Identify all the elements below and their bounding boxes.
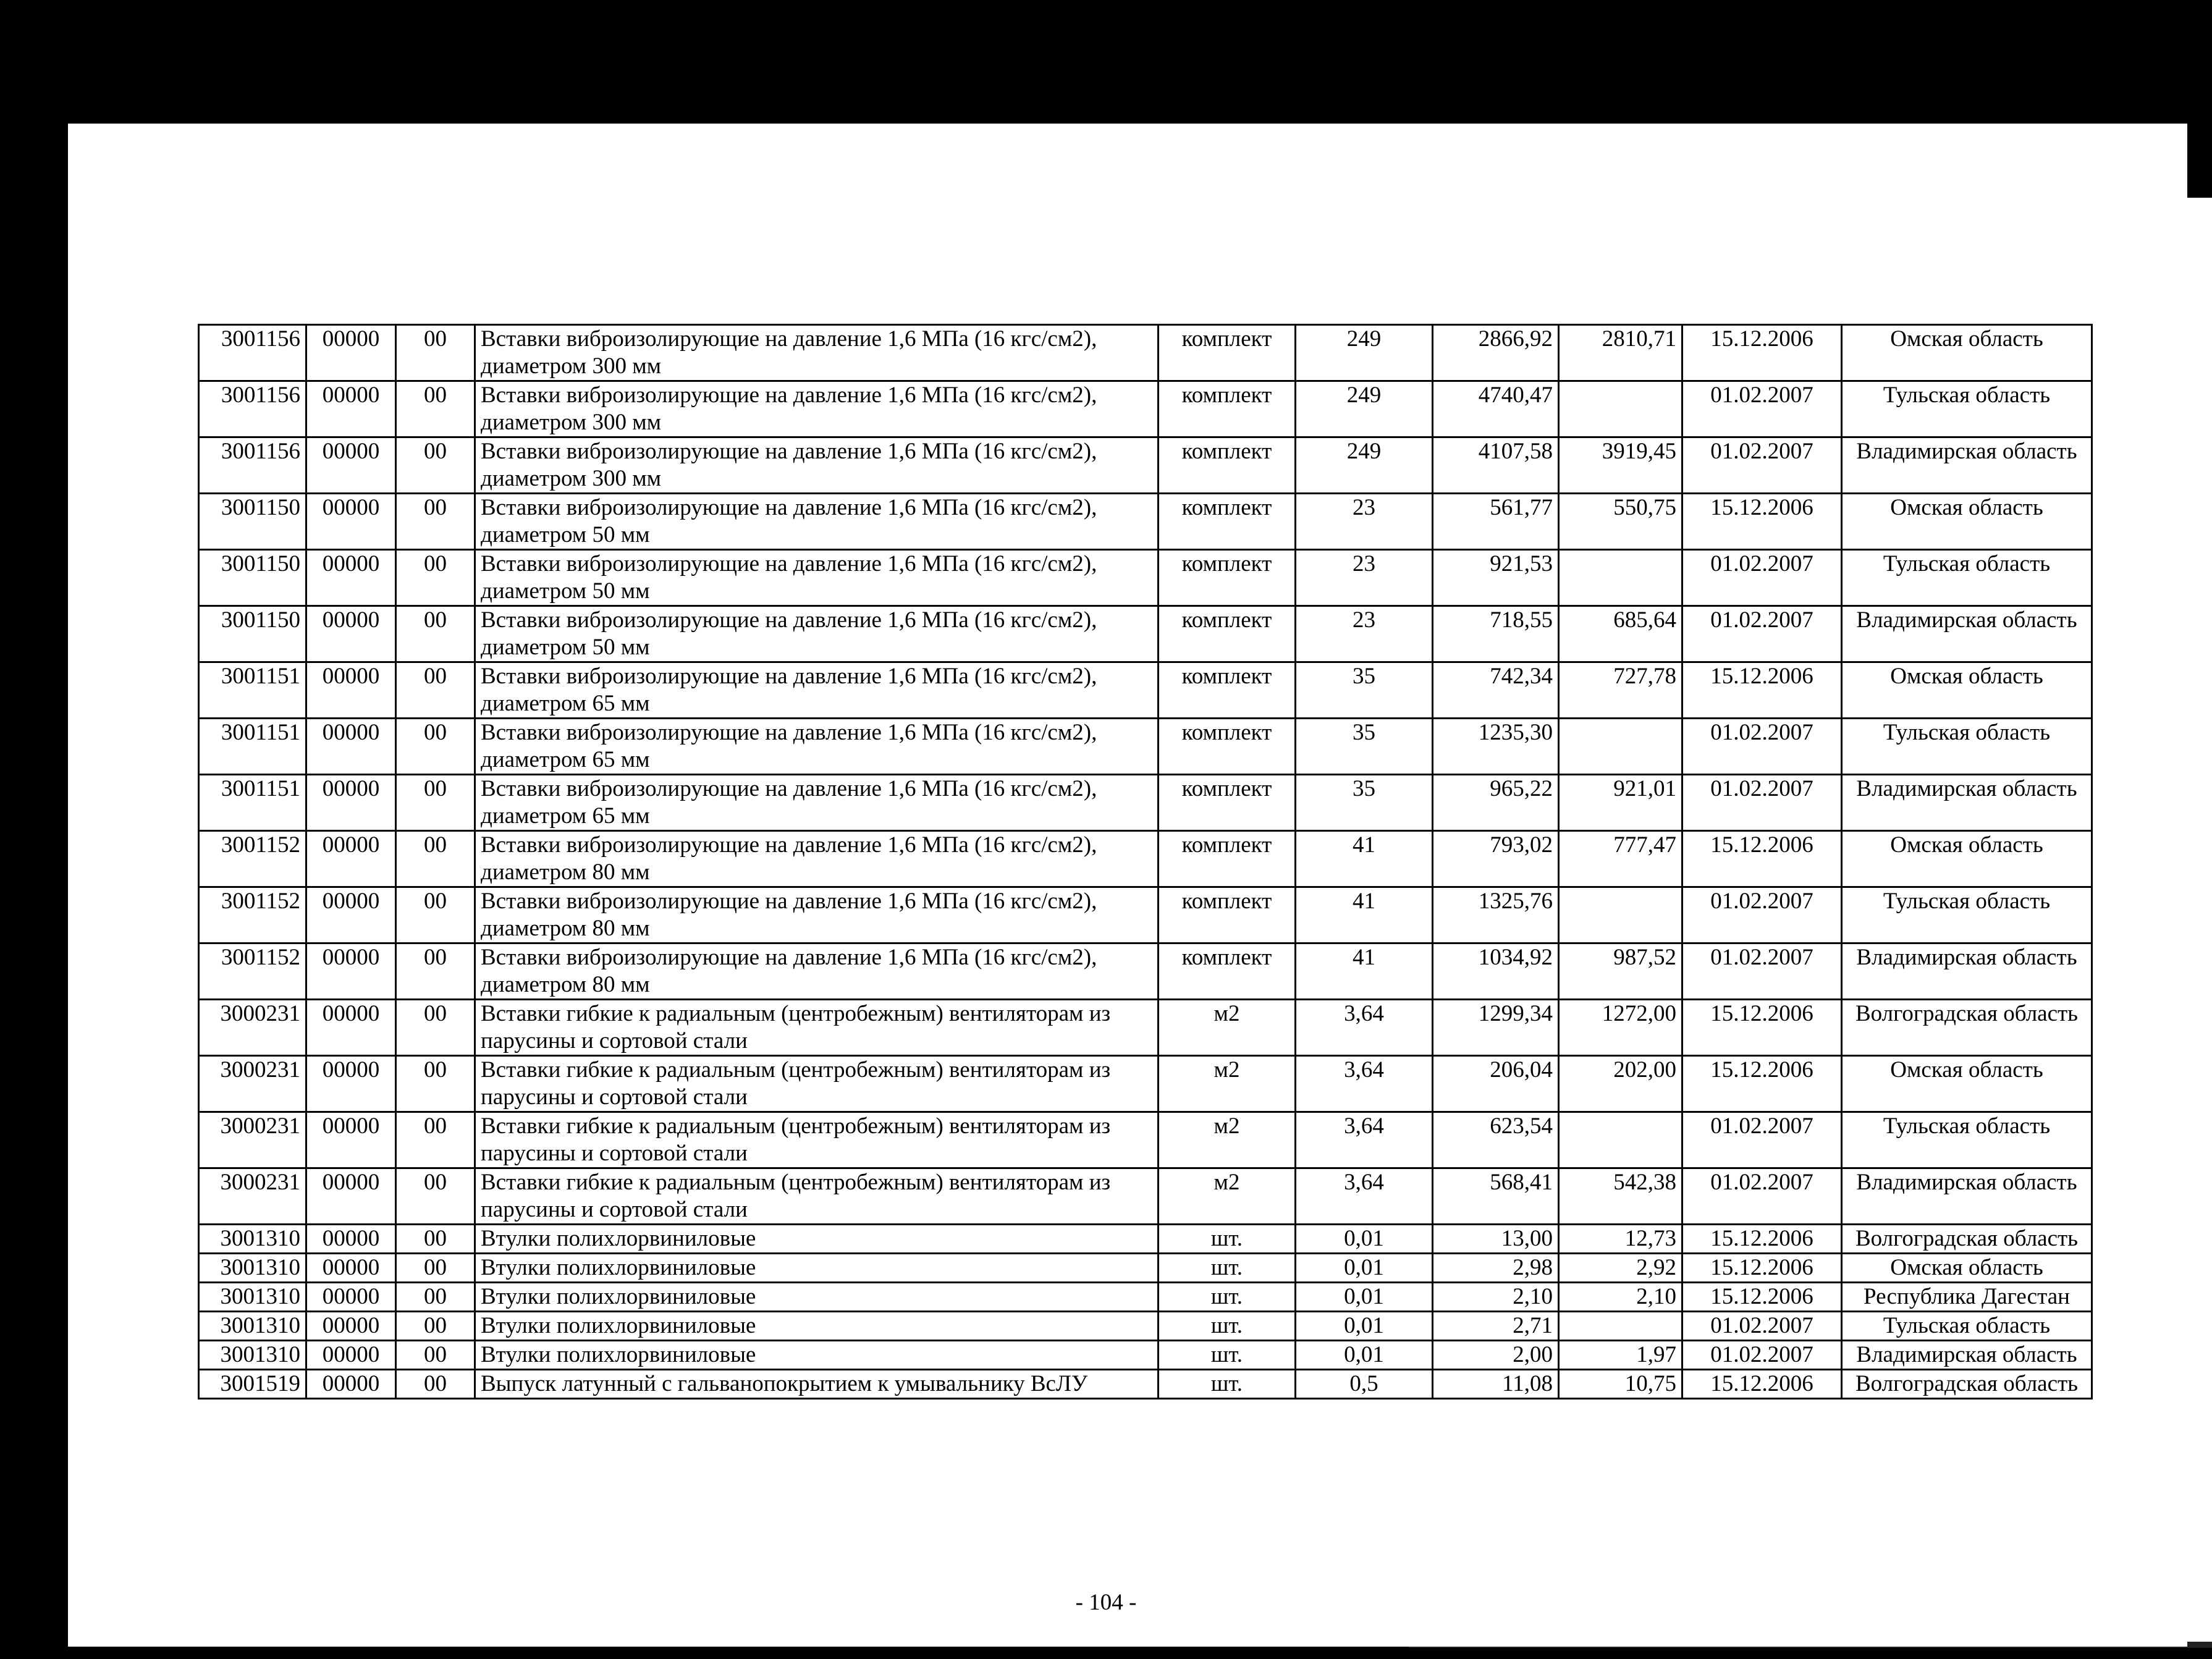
cell-price1: 568,41 <box>1433 1168 1559 1225</box>
cell-price2: 3919,45 <box>1559 437 1682 494</box>
cell-qty: 0,01 <box>1296 1225 1433 1254</box>
cell-date: 01.02.2007 <box>1682 1168 1842 1225</box>
table-row <box>199 1112 2092 1168</box>
cell-unit: шт. <box>1159 1225 1296 1254</box>
cell-region: Волгоградская область <box>1842 1000 2092 1056</box>
table-row <box>199 1341 2092 1370</box>
cell-region: Омская область <box>1842 1056 2092 1112</box>
cell-sub: 00000 <box>306 662 396 719</box>
cell-unit: шт. <box>1159 1283 1296 1312</box>
cell-unit: комплект <box>1159 606 1296 662</box>
cell-name: Вставки виброизолирующие на давление 1,6 МПа (16 кгс/см2), диаметром 65 мм <box>475 775 1159 831</box>
cell-name: Выпуск латунный с гальванопокрытием к умывальнику ВсЛУ <box>475 1370 1159 1399</box>
cell-sub: 00000 <box>306 1112 396 1168</box>
cell-sub: 00000 <box>306 719 396 775</box>
table-row <box>199 943 2092 1000</box>
cell-region: Омская область <box>1842 831 2092 887</box>
cell-price2: 10,75 <box>1559 1370 1682 1399</box>
cell-qty: 0,01 <box>1296 1341 1433 1370</box>
cell-date: 15.12.2006 <box>1682 494 1842 550</box>
cell-qty: 41 <box>1296 887 1433 943</box>
cell-region: Владимирская область <box>1842 775 2092 831</box>
cell-date: 15.12.2006 <box>1682 1225 1842 1254</box>
cell-price2 <box>1559 381 1682 437</box>
table-row <box>199 1000 2092 1056</box>
cell-sub: 00000 <box>306 1225 396 1254</box>
cell-sub: 00000 <box>306 943 396 1000</box>
table-row <box>199 775 2092 831</box>
cell-sub2: 00 <box>396 1056 475 1112</box>
cell-qty: 23 <box>1296 550 1433 606</box>
cell-sub2: 00 <box>396 887 475 943</box>
cell-price1: 4107,58 <box>1433 437 1559 494</box>
cell-qty: 3,64 <box>1296 1168 1433 1225</box>
cell-name: Вставки виброизолирующие на давление 1,6 МПа (16 кгс/см2), диаметром 65 мм <box>475 662 1159 719</box>
cell-date: 01.02.2007 <box>1682 775 1842 831</box>
cell-date: 15.12.2006 <box>1682 1254 1842 1283</box>
cell-qty: 3,64 <box>1296 1000 1433 1056</box>
cell-name: Вставки виброизолирующие на давление 1,6 МПа (16 кгс/см2), диаметром 80 мм <box>475 831 1159 887</box>
cell-price1: 965,22 <box>1433 775 1559 831</box>
cell-region: Тульская область <box>1842 381 2092 437</box>
scan-border-left <box>0 0 68 1659</box>
cell-name: Вставки виброизолирующие на давление 1,6 МПа (16 кгс/см2), диаметром 300 мм <box>475 325 1159 381</box>
cell-region: Омская область <box>1842 325 2092 381</box>
page-number: - 104 - <box>1075 1590 1137 1615</box>
cell-price1: 206,04 <box>1433 1056 1559 1112</box>
price-table <box>198 324 2093 1399</box>
cell-sub2: 00 <box>396 1312 475 1341</box>
cell-unit: комплект <box>1159 662 1296 719</box>
cell-unit: шт. <box>1159 1370 1296 1399</box>
cell-region: Волгоградская область <box>1842 1225 2092 1254</box>
cell-code: 3001150 <box>199 494 306 550</box>
cell-name: Вставки виброизолирующие на давление 1,6 МПа (16 кгс/см2), диаметром 65 мм <box>475 719 1159 775</box>
cell-sub2: 00 <box>396 1341 475 1370</box>
cell-sub: 00000 <box>306 887 396 943</box>
cell-code: 3001151 <box>199 662 306 719</box>
cell-qty: 249 <box>1296 325 1433 381</box>
cell-code: 3001151 <box>199 775 306 831</box>
cell-unit: комплект <box>1159 550 1296 606</box>
cell-price2: 542,38 <box>1559 1168 1682 1225</box>
cell-unit: комплект <box>1159 325 1296 381</box>
table-row <box>199 1370 2092 1399</box>
cell-qty: 249 <box>1296 381 1433 437</box>
cell-sub2: 00 <box>396 1254 475 1283</box>
cell-name: Вставки гибкие к радиальным (центробежным) вентиляторам из парусины и сортовой стали <box>475 1168 1159 1225</box>
cell-price1: 718,55 <box>1433 606 1559 662</box>
cell-sub: 00000 <box>306 831 396 887</box>
table-row <box>199 1312 2092 1341</box>
cell-date: 01.02.2007 <box>1682 437 1842 494</box>
cell-date: 01.02.2007 <box>1682 381 1842 437</box>
cell-code: 3001310 <box>199 1283 306 1312</box>
table-row <box>199 1056 2092 1112</box>
cell-qty: 35 <box>1296 775 1433 831</box>
cell-price2: 921,01 <box>1559 775 1682 831</box>
cell-qty: 3,64 <box>1296 1112 1433 1168</box>
cell-code: 3001151 <box>199 719 306 775</box>
cell-region: Тульская область <box>1842 1312 2092 1341</box>
cell-code: 3001156 <box>199 381 306 437</box>
cell-qty: 0,01 <box>1296 1283 1433 1312</box>
table-row <box>199 437 2092 494</box>
cell-sub2: 00 <box>396 1370 475 1399</box>
cell-region: Владимирская область <box>1842 606 2092 662</box>
cell-date: 15.12.2006 <box>1682 1283 1842 1312</box>
cell-sub: 00000 <box>306 1168 396 1225</box>
cell-qty: 41 <box>1296 831 1433 887</box>
cell-price2 <box>1559 887 1682 943</box>
cell-unit: комплект <box>1159 719 1296 775</box>
cell-sub2: 00 <box>396 550 475 606</box>
cell-unit: м2 <box>1159 1112 1296 1168</box>
cell-date: 01.02.2007 <box>1682 887 1842 943</box>
table-row <box>199 606 2092 662</box>
cell-qty: 0,01 <box>1296 1254 1433 1283</box>
cell-sub: 00000 <box>306 437 396 494</box>
cell-sub: 00000 <box>306 1312 396 1341</box>
cell-region: Омская область <box>1842 662 2092 719</box>
cell-code: 3001152 <box>199 943 306 1000</box>
cell-price1: 2866,92 <box>1433 325 1559 381</box>
cell-region: Тульская область <box>1842 550 2092 606</box>
cell-sub: 00000 <box>306 381 396 437</box>
cell-date: 01.02.2007 <box>1682 1112 1842 1168</box>
cell-unit: шт. <box>1159 1312 1296 1341</box>
cell-price1: 1325,76 <box>1433 887 1559 943</box>
table-row <box>199 887 2092 943</box>
cell-name: Вставки гибкие к радиальным (центробежным) вентиляторам из парусины и сортовой стали <box>475 1000 1159 1056</box>
cell-price2 <box>1559 1112 1682 1168</box>
cell-code: 3001150 <box>199 550 306 606</box>
cell-price1: 2,71 <box>1433 1312 1559 1341</box>
cell-name: Вставки виброизолирующие на давление 1,6 МПа (16 кгс/см2), диаметром 50 мм <box>475 606 1159 662</box>
cell-sub: 00000 <box>306 494 396 550</box>
cell-region: Республика Дагестан <box>1842 1283 2092 1312</box>
cell-qty: 3,64 <box>1296 1056 1433 1112</box>
cell-name: Втулки полихлорвиниловые <box>475 1341 1159 1370</box>
cell-sub: 00000 <box>306 1370 396 1399</box>
cell-sub2: 00 <box>396 662 475 719</box>
cell-price1: 4740,47 <box>1433 381 1559 437</box>
cell-name: Вставки виброизолирующие на давление 1,6 МПа (16 кгс/см2), диаметром 300 мм <box>475 437 1159 494</box>
cell-price2 <box>1559 719 1682 775</box>
cell-price1: 561,77 <box>1433 494 1559 550</box>
cell-code: 3000231 <box>199 1000 306 1056</box>
cell-sub2: 00 <box>396 1000 475 1056</box>
cell-date: 15.12.2006 <box>1682 662 1842 719</box>
cell-name: Вставки гибкие к радиальным (центробежным) вентиляторам из парусины и сортовой стали <box>475 1056 1159 1112</box>
cell-price1: 13,00 <box>1433 1225 1559 1254</box>
cell-sub: 00000 <box>306 1056 396 1112</box>
cell-price2: 202,00 <box>1559 1056 1682 1112</box>
cell-price2: 727,78 <box>1559 662 1682 719</box>
cell-date: 01.02.2007 <box>1682 719 1842 775</box>
cell-sub: 00000 <box>306 606 396 662</box>
cell-price2: 12,73 <box>1559 1225 1682 1254</box>
cell-date: 15.12.2006 <box>1682 1370 1842 1399</box>
table-row <box>199 719 2092 775</box>
cell-code: 3001519 <box>199 1370 306 1399</box>
cell-price1: 921,53 <box>1433 550 1559 606</box>
cell-price1: 1034,92 <box>1433 943 1559 1000</box>
cell-unit: комплект <box>1159 494 1296 550</box>
cell-price1: 793,02 <box>1433 831 1559 887</box>
cell-date: 01.02.2007 <box>1682 1341 1842 1370</box>
cell-sub: 00000 <box>306 775 396 831</box>
cell-name: Вставки виброизолирующие на давление 1,6 МПа (16 кгс/см2), диаметром 80 мм <box>475 943 1159 1000</box>
cell-unit: м2 <box>1159 1000 1296 1056</box>
cell-unit: комплект <box>1159 775 1296 831</box>
cell-sub: 00000 <box>306 1341 396 1370</box>
cell-region: Омская область <box>1842 1254 2092 1283</box>
table-row <box>199 550 2092 606</box>
cell-region: Волгоградская область <box>1842 1370 2092 1399</box>
cell-code: 3001310 <box>199 1312 306 1341</box>
cell-price2 <box>1559 1312 1682 1341</box>
cell-sub2: 00 <box>396 1168 475 1225</box>
table-row <box>199 381 2092 437</box>
cell-region: Тульская область <box>1842 1112 2092 1168</box>
cell-date: 15.12.2006 <box>1682 1056 1842 1112</box>
cell-price1: 2,98 <box>1433 1254 1559 1283</box>
cell-unit: комплект <box>1159 381 1296 437</box>
cell-price1: 2,00 <box>1433 1341 1559 1370</box>
cell-date: 01.02.2007 <box>1682 550 1842 606</box>
cell-name: Втулки полихлорвиниловые <box>475 1283 1159 1312</box>
cell-name: Вставки гибкие к радиальным (центробежным) вентиляторам из парусины и сортовой стали <box>475 1112 1159 1168</box>
cell-sub2: 00 <box>396 775 475 831</box>
cell-price1: 623,54 <box>1433 1112 1559 1168</box>
cell-region: Владимирская область <box>1842 437 2092 494</box>
cell-price2: 1,97 <box>1559 1341 1682 1370</box>
cell-price2 <box>1559 550 1682 606</box>
cell-name: Вставки виброизолирующие на давление 1,6 МПа (16 кгс/см2), диаметром 50 мм <box>475 550 1159 606</box>
table-row <box>199 494 2092 550</box>
table-row <box>199 1225 2092 1254</box>
cell-date: 15.12.2006 <box>1682 1000 1842 1056</box>
cell-sub2: 00 <box>396 325 475 381</box>
cell-qty: 41 <box>1296 943 1433 1000</box>
cell-region: Владимирская область <box>1842 1341 2092 1370</box>
cell-code: 3001156 <box>199 325 306 381</box>
cell-code: 3001152 <box>199 831 306 887</box>
cell-code: 3000231 <box>199 1168 306 1225</box>
cell-unit: м2 <box>1159 1168 1296 1225</box>
cell-sub: 00000 <box>306 325 396 381</box>
cell-price2: 2,10 <box>1559 1283 1682 1312</box>
cell-unit: комплект <box>1159 887 1296 943</box>
cell-sub2: 00 <box>396 831 475 887</box>
cell-sub2: 00 <box>396 381 475 437</box>
cell-unit: м2 <box>1159 1056 1296 1112</box>
cell-region: Тульская область <box>1842 719 2092 775</box>
scan-border-top <box>0 0 2212 124</box>
cell-sub2: 00 <box>396 1112 475 1168</box>
cell-code: 3001152 <box>199 887 306 943</box>
table-row <box>199 662 2092 719</box>
cell-unit: шт. <box>1159 1341 1296 1370</box>
cell-sub2: 00 <box>396 437 475 494</box>
cell-region: Омская область <box>1842 494 2092 550</box>
cell-date: 15.12.2006 <box>1682 831 1842 887</box>
cell-sub2: 00 <box>396 494 475 550</box>
cell-qty: 249 <box>1296 437 1433 494</box>
cell-qty: 0,5 <box>1296 1370 1433 1399</box>
cell-unit: шт. <box>1159 1254 1296 1283</box>
cell-unit: комплект <box>1159 831 1296 887</box>
cell-region: Владимирская область <box>1842 1168 2092 1225</box>
cell-unit: комплект <box>1159 437 1296 494</box>
cell-code: 3001156 <box>199 437 306 494</box>
cell-code: 3001310 <box>199 1341 306 1370</box>
table-row <box>199 831 2092 887</box>
cell-price1: 11,08 <box>1433 1370 1559 1399</box>
cell-price2: 777,47 <box>1559 831 1682 887</box>
price-table-body <box>199 325 2092 1399</box>
cell-code: 3001310 <box>199 1225 306 1254</box>
cell-qty: 23 <box>1296 494 1433 550</box>
cell-name: Втулки полихлорвиниловые <box>475 1254 1159 1283</box>
cell-sub: 00000 <box>306 1000 396 1056</box>
cell-name: Вставки виброизолирующие на давление 1,6 МПа (16 кгс/см2), диаметром 300 мм <box>475 381 1159 437</box>
cell-unit: комплект <box>1159 943 1296 1000</box>
cell-sub: 00000 <box>306 1283 396 1312</box>
cell-code: 3001310 <box>199 1254 306 1283</box>
cell-code: 3000231 <box>199 1112 306 1168</box>
cell-price2: 987,52 <box>1559 943 1682 1000</box>
cell-price1: 2,10 <box>1433 1283 1559 1312</box>
cell-sub2: 00 <box>396 1283 475 1312</box>
cell-region: Тульская область <box>1842 887 2092 943</box>
cell-qty: 23 <box>1296 606 1433 662</box>
table-row <box>199 1254 2092 1283</box>
cell-sub: 00000 <box>306 550 396 606</box>
cell-price1: 742,34 <box>1433 662 1559 719</box>
cell-name: Втулки полихлорвиниловые <box>475 1225 1159 1254</box>
cell-price1: 1299,34 <box>1433 1000 1559 1056</box>
cell-sub2: 00 <box>396 719 475 775</box>
cell-price1: 1235,30 <box>1433 719 1559 775</box>
cell-sub2: 00 <box>396 1225 475 1254</box>
cell-date: 01.02.2007 <box>1682 943 1842 1000</box>
cell-sub: 00000 <box>306 1254 396 1283</box>
table-row <box>199 325 2092 381</box>
cell-price2: 2,92 <box>1559 1254 1682 1283</box>
table-row <box>199 1283 2092 1312</box>
cell-qty: 0,01 <box>1296 1312 1433 1341</box>
cell-qty: 35 <box>1296 719 1433 775</box>
cell-qty: 35 <box>1296 662 1433 719</box>
cell-sub2: 00 <box>396 606 475 662</box>
cell-region: Владимирская область <box>1842 943 2092 1000</box>
scan-border-right <box>2187 0 2212 198</box>
cell-date: 01.02.2007 <box>1682 606 1842 662</box>
cell-code: 3000231 <box>199 1056 306 1112</box>
cell-price2: 2810,71 <box>1559 325 1682 381</box>
cell-sub2: 00 <box>396 943 475 1000</box>
cell-name: Вставки виброизолирующие на давление 1,6 МПа (16 кгс/см2), диаметром 80 мм <box>475 887 1159 943</box>
cell-price2: 550,75 <box>1559 494 1682 550</box>
cell-name: Вставки виброизолирующие на давление 1,6 МПа (16 кгс/см2), диаметром 50 мм <box>475 494 1159 550</box>
cell-price2: 1272,00 <box>1559 1000 1682 1056</box>
cell-date: 15.12.2006 <box>1682 325 1842 381</box>
cell-price2: 685,64 <box>1559 606 1682 662</box>
cell-date: 01.02.2007 <box>1682 1312 1842 1341</box>
table-row <box>199 1168 2092 1225</box>
cell-code: 3001150 <box>199 606 306 662</box>
cell-name: Втулки полихлорвиниловые <box>475 1312 1159 1341</box>
